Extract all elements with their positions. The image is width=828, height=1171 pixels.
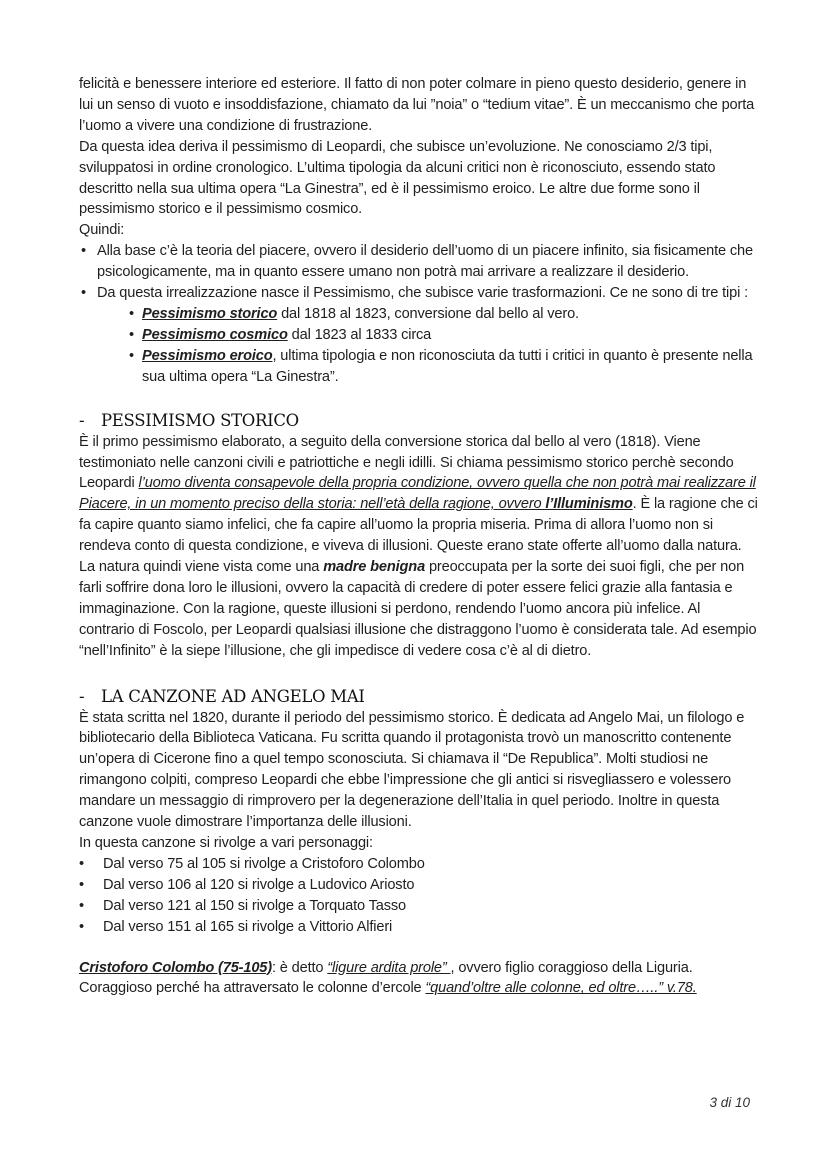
intro-paragraph-2: Da questa idea deriva il pessimismo di Leopardi, che subisce un’evoluzione. Ne conosciamo 2/3 tipi, sviluppatosi in ordine cronologico. L’ultima tipologia da alcuni critici non è riconosciuto, essendo stato descritto nella sua ultima opera “La Ginestra”, ed è il pessimismo eroico. Le altre due forme sono il pessimismo storico e il pessimismo cosmico. <box>79 138 716 218</box>
list-item <box>129 346 759 388</box>
emphasis-quote: l’uomo diventa consapevole della propria condizione, ovvero quella che non potrà mai realizzare il Piacere, in un momento preciso della storia: nell’età della ragione, ovvero <box>79 475 756 513</box>
emphasis-term: Cristoforo Colombo (75-105) <box>79 959 272 976</box>
type-name: Pessimismo cosmico <box>142 326 288 343</box>
list-item: • Da questa irrealizzazione nasce il Pessimismo, che subisce varie trasformazioni. Ce ne sono di tre tipi : <box>79 283 759 304</box>
intro-paragraph-1: felicità e benessere interiore ed esteriore. Il fatto di non poter colmare in pieno questo desiderio, genere in lui un senso di vuoto e insoddisfazione, chiamato da lui ”noia” o “tedium vitae”. È un meccanismo che porta l’uomo a vivere una condizione di frustrazione. <box>79 76 755 134</box>
list-item: • Dal verso 106 al 120 si rivolge a Ludovico Ariosto <box>79 875 759 896</box>
emphasis-term: madre benigna <box>323 559 426 576</box>
intro-quindi: Quindi: <box>79 222 125 239</box>
text-run: preoccupata per la sorte dei suoi figli, che per non farli soffrire dona loro le illusioni, ovvero la capacità di credere di poter essere felici grazie alla fantasia e immaginazione. Con la ragione, queste illusioni si perdono, rendendo l’uomo ancora più infelice. Al contrario di Foscolo, per Leopardi qualsiasi illusione che distraggono l’uomo è considerata tale. Ad esempio “nell’Infinito” è la siepe l’illusione, che gli impedisce di vedere cosa c’è al di dietro. <box>79 559 757 659</box>
heading-text: LA CANZONE AD ANGELO MAI <box>101 686 365 706</box>
list-item: • Dal verso 151 al 165 si rivolge a Vittorio Alfieri <box>79 917 759 938</box>
type-name: Pessimismo storico <box>142 305 278 322</box>
section2-list-intro: In questa canzone si rivolge a vari personaggi: <box>79 835 373 851</box>
type-name: Pessimismo eroico <box>142 347 273 364</box>
dash-marker: - <box>79 686 85 706</box>
list-item <box>129 325 759 346</box>
emphasis-quote: “ligure ardita prole” <box>327 959 451 976</box>
section1-body <box>79 432 759 662</box>
type-desc: , ultima tipologia e non riconosciuta da tutti i critici in quanto è presente nella sua ultima opera “La Ginestra”. <box>142 347 753 385</box>
emphasis-quote: “quand’oltre alle colonne, ed oltre…..” v.78. <box>425 980 697 997</box>
section-heading-pessimismo-storico <box>79 410 759 432</box>
heading-text: PESSIMISMO STORICO <box>101 410 299 430</box>
colombo-paragraph <box>79 958 759 1000</box>
verses-list <box>79 854 759 938</box>
section2-body: È stata scritta nel 1820, durante il periodo del pessimismo storico. È dedicata ad Angelo Mai, un filologo e bibliotecario della Biblioteca Vaticana. Fu scritta quando il protagonista trovò un manoscritto contenente un’opera di Cicerone fino a quel tempo sconosciuta. Si chiamava il “De Republica”. Molti studiosi ne rimangono colpiti, compreso Leopardi che ebbe l’impressione che gli antici si risvegliassero e volessero mandare un messaggio di rimprovero per la degenerazione dell’Italia in quel periodo. Inoltre in questa canzone vuole dimostrare l’importanza delle illusioni. <box>79 709 745 831</box>
list-item <box>129 304 759 325</box>
type-desc: dal 1818 al 1823, conversione dal bello al vero. <box>277 305 579 322</box>
dash-marker: - <box>79 410 85 430</box>
text-run: . È la ragione che ci fa capire quanto siamo infelici, che fa capire all’uomo la propria miseria. Prima di allora l’uomo non si rendeva conto di questa condizione, e viveva di illusioni. Queste erano state offerte all’uomo dalla natura. La natura quindi viene vista come una <box>79 496 758 576</box>
intro-bullet-list <box>79 241 759 304</box>
list-item: • Alla base c’è la teoria del piacere, ovvero il desiderio dell’uomo di un piacere infinito, sia fisicamente che psicologicamente, ma in quanto essere umano non potrà mai arrivare a realizzare il desiderio. <box>79 241 759 283</box>
list-item: • Dal verso 75 al 105 si rivolge a Cristoforo Colombo <box>79 854 759 875</box>
emphasis-term: l’Illuminismo <box>545 496 633 513</box>
page-number: 3 di 10 <box>709 1095 750 1110</box>
pessimism-types-list <box>129 304 759 388</box>
type-desc: dal 1823 al 1833 circa <box>287 326 432 343</box>
text-run: : è detto <box>271 959 328 976</box>
section-heading-canzone-angelo-mai <box>79 686 759 708</box>
document-page <box>79 74 759 999</box>
text-run: È il primo pessimismo elaborato, a seguito della conversione storica dal bello al vero (1818). Viene testimoniato nelle canzoni civili e patriottiche e negli idilli. Si chiama pessimismo storico perchè secondo Leopardi <box>79 433 734 492</box>
text-run: , ovvero figlio coraggioso della Liguria. Coraggioso perché ha attraversato le colonne d’ercole <box>79 959 693 997</box>
list-item: • Dal verso 121 al 150 si rivolge a Torquato Tasso <box>79 896 759 917</box>
